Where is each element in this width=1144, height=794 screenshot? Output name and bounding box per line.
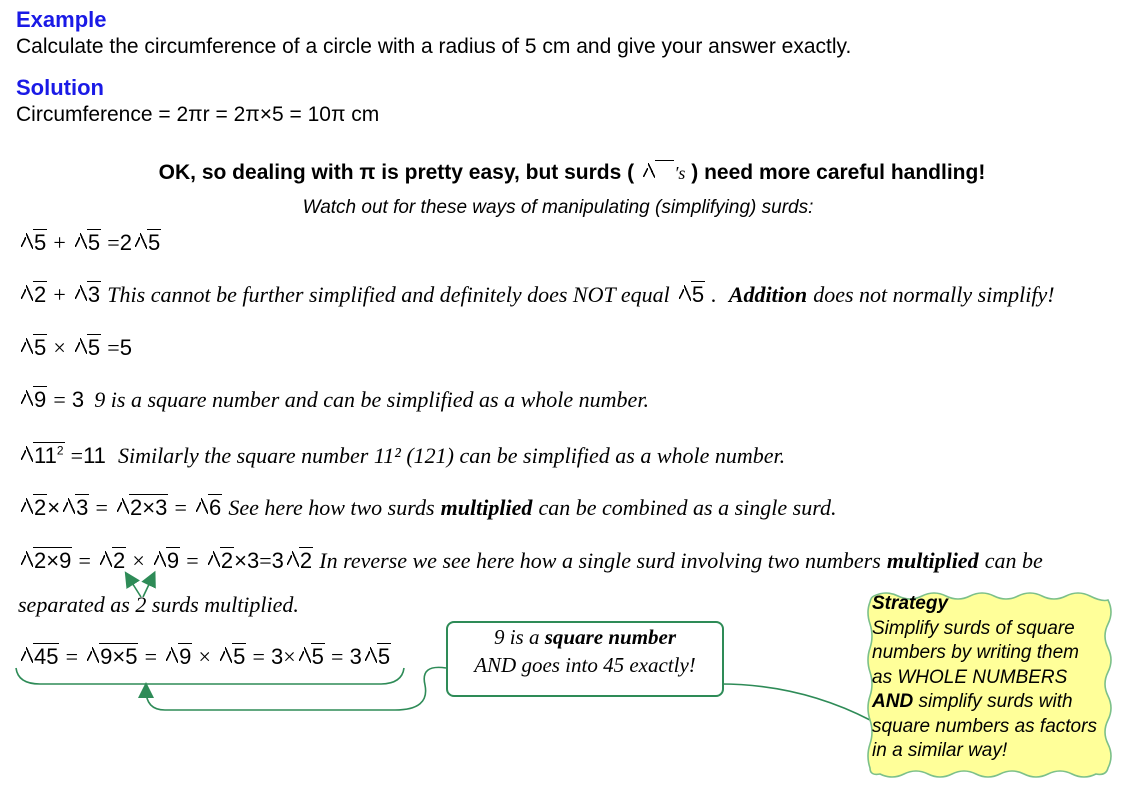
- strategy-title: Strategy: [872, 593, 949, 614]
- r7-times2: ×: [234, 548, 247, 573]
- r8-times: ×: [198, 644, 211, 669]
- r7-b: 2: [113, 548, 126, 573]
- r6-bold: multiplied: [440, 495, 533, 520]
- r8-coef: 3: [349, 644, 362, 669]
- r2-dot: .: [711, 282, 717, 307]
- r1-plus: +: [53, 230, 66, 255]
- solution-working: Circumference = 2πr = 2π×5 = 10π cm: [16, 103, 380, 126]
- r4-a: 9: [34, 387, 47, 412]
- r7-coef: 3: [271, 548, 284, 573]
- callout-line1-a: 9 is a: [493, 625, 540, 649]
- r8-a: 45: [34, 644, 59, 669]
- r7-text-c: separated as 2 surds multiplied.: [18, 592, 299, 617]
- r2-bold: Addition: [728, 282, 808, 307]
- r7-eq: =: [78, 548, 91, 573]
- strategy-line6: in a similar way!: [872, 740, 1008, 761]
- r8-eq3: =: [252, 644, 265, 669]
- r7-eq2: =: [186, 548, 199, 573]
- r7-c: 9: [166, 548, 180, 573]
- r1-a: 5: [34, 230, 47, 255]
- strategy-and: AND: [872, 691, 914, 712]
- r7-text-a: In reverse we see here how a single surd involving two numbers: [319, 548, 881, 573]
- r1-eq: =: [107, 230, 120, 255]
- r2-a: 2: [34, 282, 47, 307]
- r4-result: 3: [71, 387, 85, 412]
- r4-eq: =: [53, 387, 66, 412]
- r6-text-a: See here how two surds: [228, 495, 435, 520]
- r3-a: 5: [34, 335, 47, 360]
- strategy-text: [872, 592, 1117, 764]
- callout-arrow-icon: [146, 667, 446, 710]
- r6-d: 6: [209, 495, 222, 520]
- callout-line1-bold: square number: [544, 625, 677, 649]
- strategy-line2: numbers by writing them: [872, 642, 1079, 663]
- r7-d: 2: [220, 548, 234, 573]
- r7-bold: multiplied: [886, 548, 979, 573]
- r6-text-b: can be combined as a single surd.: [538, 495, 837, 520]
- r1-b: 5: [87, 230, 101, 255]
- row8-bracket-icon: [16, 668, 404, 684]
- strategy-line5: square numbers as factors: [872, 715, 1097, 737]
- r2-b: 3: [87, 282, 101, 307]
- r6-eq2: =: [174, 495, 187, 520]
- intro-banner-s: ′s: [674, 163, 686, 183]
- example-question: Calculate the circumference of a circle with a radius of 5 cm and give your answer exactly.: [16, 35, 852, 58]
- r7-text-b: can be: [984, 548, 1043, 573]
- r3-result: 5: [119, 335, 132, 360]
- r5-result: 11: [83, 443, 106, 468]
- example-heading: Example: [16, 7, 107, 32]
- r8-eq4: =: [331, 644, 344, 669]
- r8-times2: ×: [283, 644, 296, 669]
- r8-g: 5: [377, 644, 391, 669]
- intro-banner-b: ) need more careful handling!: [691, 161, 986, 184]
- r6-b: 3: [76, 495, 89, 520]
- r7-times: ×: [132, 548, 145, 573]
- r8-f: 5: [311, 644, 324, 669]
- r5-base: 11: [34, 443, 57, 468]
- r8-d: 5: [233, 644, 246, 669]
- intro-subtitle: Watch out for these ways of manipulating (simplifying) surds:: [302, 197, 814, 218]
- r2-text: This cannot be further simplified and definitely does NOT equal: [107, 282, 670, 307]
- r1-c: 5: [147, 230, 161, 255]
- r2-c: 5: [691, 282, 705, 307]
- r8-eq2: =: [144, 644, 158, 669]
- strategy-line4: simplify surds with: [918, 691, 1073, 712]
- r5-exp: 2: [56, 443, 64, 458]
- strategy-connector-icon: [720, 684, 870, 720]
- arrow-to-root9-icon: [143, 578, 152, 597]
- arrow-to-root2-icon: [129, 578, 141, 597]
- r6-eq: =: [95, 495, 108, 520]
- r7-f: 2: [299, 548, 313, 573]
- r3-b: 5: [87, 335, 101, 360]
- strategy-line3: as WHOLE NUMBERS: [872, 666, 1068, 688]
- r3-times: ×: [53, 335, 66, 360]
- callout-line1: [448, 623, 722, 651]
- r2-plus: +: [53, 282, 66, 307]
- r5-text: Similarly the square number 11² (121) can be simplified as a whole number.: [118, 443, 786, 468]
- r3-eq: =: [107, 335, 120, 360]
- r7-eq3: =: [259, 548, 272, 573]
- r8-eq: =: [65, 644, 79, 669]
- strategy-line1: Simplify surds of square: [872, 617, 1075, 639]
- r5-eq: =: [70, 443, 84, 468]
- r7-a: 2×9: [34, 548, 72, 573]
- r6-c: 2×3: [130, 495, 168, 520]
- solution-heading: Solution: [16, 75, 104, 100]
- r6-times: ×: [47, 495, 61, 520]
- r8-c: 9: [179, 644, 192, 669]
- r2-text2: does not normally simplify!: [813, 282, 1055, 307]
- callout-box: [446, 621, 724, 697]
- r8-e: 3: [271, 644, 284, 669]
- r8-b: 9×5: [100, 644, 138, 669]
- intro-banner-a: OK, so dealing with π is pretty easy, but surds (: [158, 161, 635, 184]
- r7-e: 3: [246, 548, 260, 573]
- callout-line2: AND goes into 45 exactly!: [474, 653, 696, 677]
- r6-a: 2: [34, 495, 47, 520]
- r4-text: 9 is a square number and can be simplified as a whole number.: [94, 387, 649, 412]
- r1-coef: 2: [119, 230, 132, 255]
